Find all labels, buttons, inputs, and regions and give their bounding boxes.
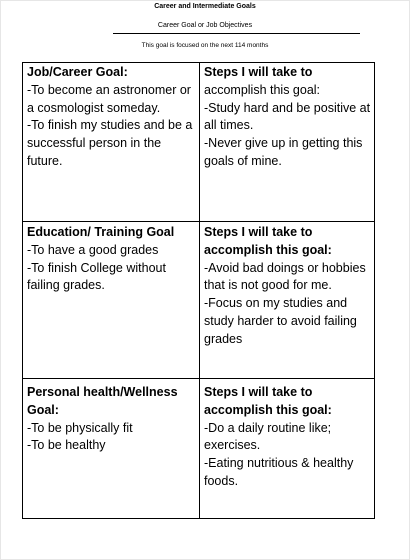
education-training-steps-cell [200,224,375,349]
cell-line: -Avoid bad doings or hobbies that is not good for me. [204,260,366,293]
cell-line: -Eating nutritious & healthy foods. [204,456,354,488]
personal-health-steps-cell [200,384,375,491]
cell-line: -To be healthy [27,438,106,453]
cell-line: accomplish this goal: [204,82,321,97]
cell-heading: Education/ Training Goal [27,225,175,239]
time-frame-note: This goal is focused on the next 114 months [141,42,269,49]
cell-heading: Job/Career Goal: [27,65,128,79]
cell-heading: Steps I will take to [204,65,313,79]
page-border-left [0,0,1,560]
goals-table [22,62,375,519]
cell-line: -To become an astronomer or a cosmologist someday. [27,82,191,115]
cell-heading: Personal health/Wellness Goal: [27,385,178,417]
row-divider-2 [23,378,374,379]
page-border-top [0,0,410,1]
cell-line: -To be physically fit [27,420,133,435]
cell-line: -Focus on my studies and study harder to avoid failing grades [204,296,357,346]
education-training-goal-cell [23,224,199,295]
cell-line: -To have a good grades [27,242,159,257]
cell-line: -To finish my studies and be a successful person in the future. [27,118,193,168]
document-subtitle: Career Goal or Job Objectives [157,22,253,29]
cell-heading: Steps I will take to accomplish this goal: [204,225,332,257]
cell-line: -To finish College without failing grades. [27,260,166,293]
personal-health-goal-cell [23,384,199,455]
cell-line: -Study hard and be positive at all times. [204,100,371,133]
job-career-goal-cell [23,64,199,171]
cell-line: -Never give up in getting this goals of mine. [204,136,363,168]
cell-line: -Do a daily routine like; exercises. [204,420,332,453]
row-divider-1 [23,221,374,222]
subtitle-underline [113,33,360,34]
document-title: Career and Intermediate Goals [154,3,256,10]
cell-heading: Steps I will take to accomplish this goal: [204,385,332,417]
job-career-steps-cell [200,64,375,171]
